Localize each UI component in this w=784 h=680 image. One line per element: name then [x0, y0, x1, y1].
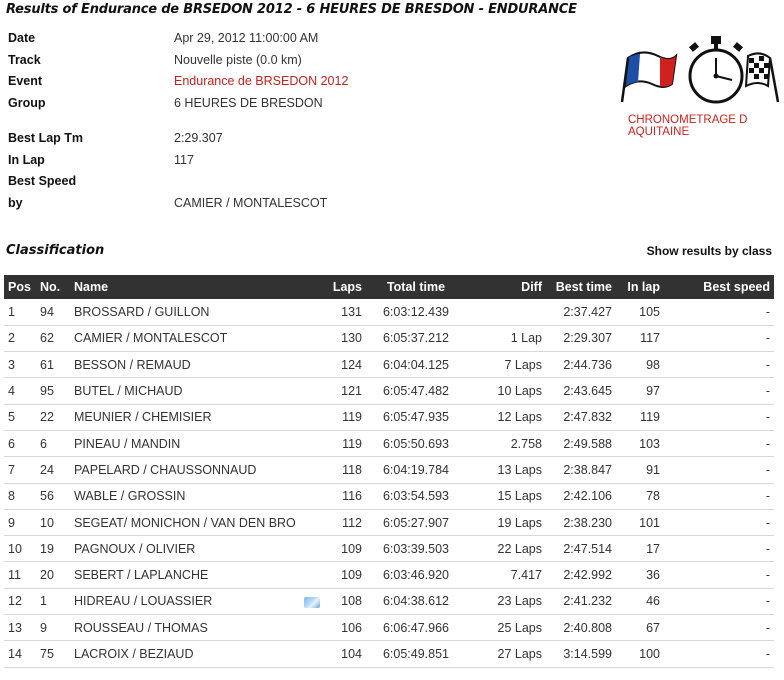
row-laps [326, 588, 366, 614]
row-best-time-text: 2:38.230 [563, 515, 612, 530]
row-best-time-text: 2:44.736 [563, 357, 612, 372]
row-diff-text: 19 Laps [497, 515, 542, 530]
row-laps [326, 430, 366, 456]
row-total-time-text: 6:04:19.784 [382, 462, 450, 477]
row-best-time-text: 3:14.599 [563, 647, 612, 661]
classification-table [4, 275, 774, 668]
row-total-time-text: 6:03:54.593 [382, 489, 450, 504]
row-no [36, 615, 70, 641]
row-diff [466, 430, 546, 456]
timing-logo[interactable] [620, 28, 780, 148]
row-pos-text: 3 [8, 357, 15, 372]
row-diff-text: 23 Laps [497, 594, 542, 609]
row-best-speed-text: - [765, 462, 770, 477]
row-name [70, 404, 326, 430]
info-value: 117 [174, 152, 194, 167]
row-in-lap-text: 119 [640, 410, 660, 425]
row-name-text: PAPELARD / CHAUSSONNAUD [74, 462, 257, 477]
row-best-speed [664, 483, 774, 509]
row-name [70, 352, 326, 378]
row-pos [4, 457, 36, 483]
row-pos-text: 13 [8, 620, 22, 635]
row-best-speed [664, 615, 774, 641]
row-diff [466, 404, 546, 430]
row-diff-text: 27 Laps [497, 647, 542, 661]
row-name-text: BROSSARD / GUILLON [74, 304, 210, 319]
row-pos-text: 14 [8, 647, 22, 661]
row-no [36, 562, 70, 588]
row-laps-text: 121 [341, 384, 362, 399]
row-best-speed [664, 588, 774, 614]
row-pos-text: 1 [8, 304, 15, 319]
row-name [70, 615, 326, 641]
row-in-lap [616, 404, 664, 430]
info-value: Apr 29, 2012 11:00:00 AM [174, 31, 319, 45]
row-in-lap [616, 615, 664, 641]
row-total-time [366, 562, 466, 588]
row-pos-text: 5 [8, 410, 15, 425]
row-in-lap [616, 457, 664, 483]
row-in-lap-text: 98 [646, 357, 660, 372]
row-name-text: MEUNIER / CHEMISIER [74, 410, 212, 425]
row-total-time-text: 6:05:47.935 [382, 410, 450, 425]
row-in-lap-text: 105 [639, 304, 660, 319]
col-total-time[interactable]: Total time [386, 280, 446, 294]
row-best-speed [664, 378, 774, 404]
row-best-time-text: 2:40.808 [563, 620, 612, 635]
row-best-time [546, 588, 616, 614]
row-laps [326, 562, 366, 588]
info-value: 2:29.307 [174, 131, 223, 145]
row-laps [326, 536, 366, 562]
row-in-lap-text: 67 [646, 620, 660, 635]
row-no-text: 10 [40, 515, 54, 530]
row-name-text: BESSON / REMAUD [74, 357, 191, 372]
row-in-lap-text: 46 [646, 594, 660, 609]
row-in-lap [616, 352, 664, 378]
table-row[interactable] [4, 536, 774, 562]
row-total-time-text: 6:05:47.482 [382, 384, 450, 399]
col-pos[interactable]: Pos [8, 280, 31, 294]
row-diff-text: 13 Laps [497, 462, 542, 477]
row-total-time [366, 404, 466, 430]
row-best-speed-text: - [765, 436, 770, 451]
row-best-time [546, 352, 616, 378]
row-pos-text: 6 [8, 436, 15, 451]
table-row[interactable] [4, 352, 774, 378]
row-pos [4, 378, 36, 404]
info-card-icon[interactable] [304, 597, 320, 608]
row-total-time [366, 536, 466, 562]
event-link[interactable]: Endurance de BRSEDON 2012 [174, 74, 349, 88]
row-no [36, 457, 70, 483]
row-best-speed-text: - [765, 489, 770, 504]
info-label: by [8, 195, 23, 210]
row-best-speed [664, 509, 774, 535]
table-row[interactable] [4, 615, 774, 641]
row-best-time [546, 536, 616, 562]
table-row[interactable] [4, 325, 774, 351]
page-title: Results of Endurance de BRSEDON 2012 - 6 HEURES DE BRESDON - ENDURANCE [6, 2, 577, 17]
table-row[interactable] [4, 457, 774, 483]
row-best-speed [664, 404, 774, 430]
row-no [36, 352, 70, 378]
row-diff [466, 562, 546, 588]
row-pos [4, 536, 36, 562]
info-label: Event [8, 74, 43, 88]
row-no [36, 588, 70, 614]
table-row[interactable] [4, 430, 774, 456]
row-diff [466, 378, 546, 404]
col-best-time[interactable]: Best time [555, 280, 612, 294]
row-in-lap-text: 100 [639, 647, 660, 661]
row-name-text: ROUSSEAU / THOMAS [74, 620, 208, 635]
row-pos [4, 299, 36, 325]
row-no-text: 62 [40, 331, 54, 346]
row-pos-text: 12 [8, 594, 22, 609]
row-in-lap [616, 378, 664, 404]
table-row[interactable] [4, 404, 774, 430]
row-name [70, 509, 326, 535]
row-total-time-text: 6:03:12.439 [382, 304, 450, 319]
row-laps-text: 119 [342, 436, 362, 451]
row-best-speed [664, 457, 774, 483]
row-laps-text: 118 [342, 462, 362, 477]
row-laps [326, 352, 366, 378]
row-no [36, 641, 70, 667]
row-no [36, 378, 70, 404]
row-best-time-text: 2:43.645 [563, 384, 612, 399]
logo-text: CHRONOMETRAGE D AQUITAINE [628, 114, 748, 138]
row-no-text: 9 [40, 620, 47, 635]
info-label: Best Lap Tm [8, 131, 84, 145]
row-in-lap-text: 117 [640, 331, 660, 346]
info-value: 6 HEURES DE BRESDON [174, 95, 323, 110]
row-in-lap [616, 430, 664, 456]
row-total-time [366, 615, 466, 641]
row-best-speed-text: - [765, 384, 770, 399]
row-laps [326, 641, 366, 667]
row-total-time [366, 509, 466, 535]
info-value: Nouvelle piste (0.0 km) [174, 52, 302, 67]
row-name-text: WABLE / GROSSIN [74, 489, 186, 504]
table-row[interactable] [4, 588, 774, 614]
row-pos-text: 2 [8, 331, 15, 346]
row-name-text: CAMIER / MONTALESCOT [74, 331, 228, 346]
row-laps-text: 106 [341, 620, 362, 635]
row-total-time-text: 6:05:37.212 [382, 331, 450, 346]
row-in-lap-text: 97 [646, 384, 660, 399]
row-no [36, 536, 70, 562]
row-diff [466, 299, 546, 325]
row-pos-text: 4 [8, 384, 15, 399]
row-pos-text: 8 [8, 489, 15, 504]
row-best-time-text: 2:29.307 [563, 331, 612, 346]
row-in-lap [616, 588, 664, 614]
row-pos [4, 483, 36, 509]
row-no-text: 94 [40, 304, 54, 319]
row-best-speed [664, 562, 774, 588]
row-diff-text: 10 Laps [497, 384, 542, 399]
row-no [36, 404, 70, 430]
row-no [36, 325, 70, 351]
table-row[interactable] [4, 299, 774, 325]
row-best-time-text: 2:47.514 [563, 541, 612, 556]
row-diff-text: 25 Laps [497, 620, 542, 635]
row-diff [466, 536, 546, 562]
row-in-lap-text: 78 [646, 489, 660, 504]
row-best-time [546, 641, 616, 667]
row-best-speed-text: - [765, 515, 770, 530]
row-name [70, 378, 326, 404]
row-best-speed [664, 536, 774, 562]
info-value: CAMIER / MONTALESCOT [174, 195, 328, 210]
row-in-lap [616, 325, 664, 351]
row-pos [4, 588, 36, 614]
row-diff-text: 7 Laps [504, 357, 542, 372]
row-name [70, 430, 326, 456]
row-best-speed [664, 325, 774, 351]
row-diff-text: 7.417 [510, 568, 542, 583]
row-diff [466, 509, 546, 535]
row-no [36, 299, 70, 325]
table-row[interactable] [4, 562, 774, 588]
row-laps [326, 615, 366, 641]
row-best-time [546, 483, 616, 509]
col-diff[interactable]: Diff [521, 280, 542, 294]
row-total-time [366, 325, 466, 351]
row-name [70, 536, 326, 562]
row-name-text: SEGEAT/ MONICHON / VAN DEN BRO [74, 515, 296, 530]
show-results-by-class-link[interactable]: Show results by class [646, 244, 772, 258]
row-pos-text: 9 [8, 515, 15, 530]
row-name [70, 641, 326, 667]
col-in-lap[interactable]: In lap [627, 280, 660, 294]
row-best-speed [664, 430, 774, 456]
row-diff [466, 615, 546, 641]
row-name [70, 299, 326, 325]
row-no-text: 6 [40, 436, 47, 451]
row-laps [326, 457, 366, 483]
row-diff-text: 12 Laps [497, 410, 542, 425]
row-best-time [546, 615, 616, 641]
row-total-time [366, 457, 466, 483]
row-total-time-text: 6:06:47.966 [382, 620, 450, 635]
col-laps[interactable]: Laps [332, 280, 362, 294]
table-row[interactable] [4, 483, 774, 509]
row-in-lap [616, 562, 664, 588]
row-no-text: 22 [40, 410, 54, 425]
row-best-time [546, 430, 616, 456]
row-total-time [366, 378, 466, 404]
row-laps-text: 104 [341, 647, 362, 661]
row-total-time-text: 6:04:38.612 [382, 594, 450, 609]
row-in-lap [616, 509, 664, 535]
row-laps-text: 131 [341, 304, 362, 319]
row-name-text: BUTEL / MICHAUD [74, 384, 183, 399]
row-diff [466, 457, 546, 483]
col-best-speed[interactable]: Best speed [703, 280, 770, 294]
info-label: Best Speed [8, 174, 77, 188]
row-name-text: PAGNOUX / OLIVIER [74, 541, 196, 556]
row-best-speed-text: - [765, 647, 770, 661]
row-no-text: 95 [40, 384, 54, 399]
row-best-speed-text: - [765, 620, 770, 635]
row-best-time-text: 2:41.232 [563, 594, 612, 609]
row-laps [326, 509, 366, 535]
row-in-lap [616, 299, 664, 325]
row-best-time [546, 378, 616, 404]
row-in-lap [616, 641, 664, 667]
row-diff [466, 352, 546, 378]
row-pos-text: 7 [8, 462, 15, 477]
row-best-time [546, 325, 616, 351]
row-diff [466, 588, 546, 614]
row-no [36, 483, 70, 509]
row-pos [4, 430, 36, 456]
row-best-time-text: 2:42.106 [563, 489, 612, 504]
row-pos-text: 10 [8, 541, 22, 556]
row-diff-text: 1 Lap [510, 331, 542, 346]
row-best-time [546, 562, 616, 588]
row-total-time-text: 6:04:04.125 [382, 357, 450, 372]
classification-heading: Classification [6, 243, 105, 258]
row-laps-text: 109 [341, 541, 362, 556]
row-total-time [366, 299, 466, 325]
row-name [70, 588, 326, 614]
row-no-text: 24 [40, 462, 54, 477]
table-header-row [4, 275, 774, 299]
row-total-time [366, 483, 466, 509]
info-label: Group [8, 95, 46, 110]
row-diff [466, 641, 546, 667]
row-best-speed-text: - [765, 594, 770, 609]
row-laps [326, 404, 366, 430]
row-no-text: 75 [40, 647, 54, 661]
row-pos-text: 11 [8, 568, 21, 583]
row-best-time [546, 457, 616, 483]
row-no [36, 509, 70, 535]
row-name [70, 562, 326, 588]
row-diff-text: 22 Laps [497, 541, 542, 556]
row-best-speed-text: - [765, 357, 770, 372]
row-total-time-text: 6:03:39.503 [382, 541, 450, 556]
row-best-speed [664, 641, 774, 667]
row-best-speed-text: - [765, 304, 770, 319]
row-in-lap-text: 101 [639, 515, 660, 530]
row-in-lap-text: 103 [639, 436, 660, 451]
row-name-text: LACROIX / BEZIAUD [74, 647, 194, 661]
row-best-speed [664, 352, 774, 378]
row-laps-text: 116 [342, 489, 362, 504]
row-name-text: PINEAU / MANDIN [74, 436, 181, 451]
row-laps [326, 483, 366, 509]
row-best-time-text: 2:49.588 [563, 436, 612, 451]
row-best-time [546, 404, 616, 430]
row-diff-text: 2.758 [510, 436, 542, 451]
row-laps [326, 378, 366, 404]
row-in-lap-text: 36 [646, 568, 660, 583]
row-name-text: HIDREAU / LOUASSIER [74, 594, 213, 609]
row-pos [4, 352, 36, 378]
row-laps-text: 124 [341, 357, 362, 372]
row-laps [326, 325, 366, 351]
row-in-lap [616, 483, 664, 509]
row-best-time-text: 2:47.832 [563, 410, 612, 425]
row-laps [326, 299, 366, 325]
row-in-lap [616, 536, 664, 562]
row-best-time-text: 2:37.427 [563, 304, 612, 319]
row-no-text: 61 [40, 357, 54, 372]
row-best-time-text: 2:38.847 [563, 462, 612, 477]
row-total-time [366, 641, 466, 667]
row-best-speed-text: - [765, 331, 770, 346]
col-name[interactable]: Name [74, 280, 109, 294]
row-total-time-text: 6:03:46.920 [382, 568, 450, 583]
row-best-speed-text: - [765, 568, 770, 583]
info-label: Track [8, 52, 41, 67]
row-no-text: 19 [40, 541, 54, 556]
row-no [36, 430, 70, 456]
row-best-speed-text: - [765, 410, 770, 425]
row-total-time [366, 588, 466, 614]
row-no-text: 1 [40, 594, 47, 609]
row-best-time [546, 509, 616, 535]
row-in-lap-text: 91 [646, 462, 660, 477]
row-total-time-text: 6:05:50.693 [382, 436, 450, 451]
row-name-text: SEBERT / LAPLANCHE [74, 568, 209, 583]
row-pos [4, 325, 36, 351]
table-row[interactable] [4, 378, 774, 404]
row-laps-text: 119 [342, 410, 362, 425]
row-in-lap-text: 17 [646, 541, 660, 556]
row-pos [4, 562, 36, 588]
row-total-time [366, 430, 466, 456]
row-diff [466, 483, 546, 509]
row-diff-text: 15 Laps [497, 489, 542, 504]
row-pos [4, 641, 36, 667]
info-label: Date [8, 31, 36, 45]
row-best-speed [664, 299, 774, 325]
row-total-time [366, 352, 466, 378]
row-best-speed-text: - [765, 541, 770, 556]
row-best-time [546, 299, 616, 325]
row-name [70, 325, 326, 351]
table-row[interactable] [4, 509, 774, 535]
row-diff [466, 325, 546, 351]
stopwatch-flags-logo-icon [620, 28, 780, 118]
row-laps-text: 130 [341, 331, 362, 346]
row-laps-text: 108 [341, 594, 362, 609]
row-laps-text: 112 [342, 515, 362, 530]
table-row[interactable] [4, 641, 774, 667]
col-no[interactable]: No. [40, 280, 61, 294]
row-best-time-text: 2:42.992 [563, 568, 612, 583]
row-no-text: 56 [40, 489, 54, 504]
row-laps-text: 109 [341, 568, 362, 583]
info-label: In Lap [8, 152, 45, 167]
row-total-time-text: 6:05:27.907 [382, 515, 450, 530]
row-name [70, 483, 326, 509]
row-pos [4, 509, 36, 535]
row-pos [4, 404, 36, 430]
row-total-time-text: 6:05:49.851 [382, 647, 450, 661]
row-no-text: 20 [40, 568, 54, 583]
row-pos [4, 615, 36, 641]
row-name [70, 457, 326, 483]
